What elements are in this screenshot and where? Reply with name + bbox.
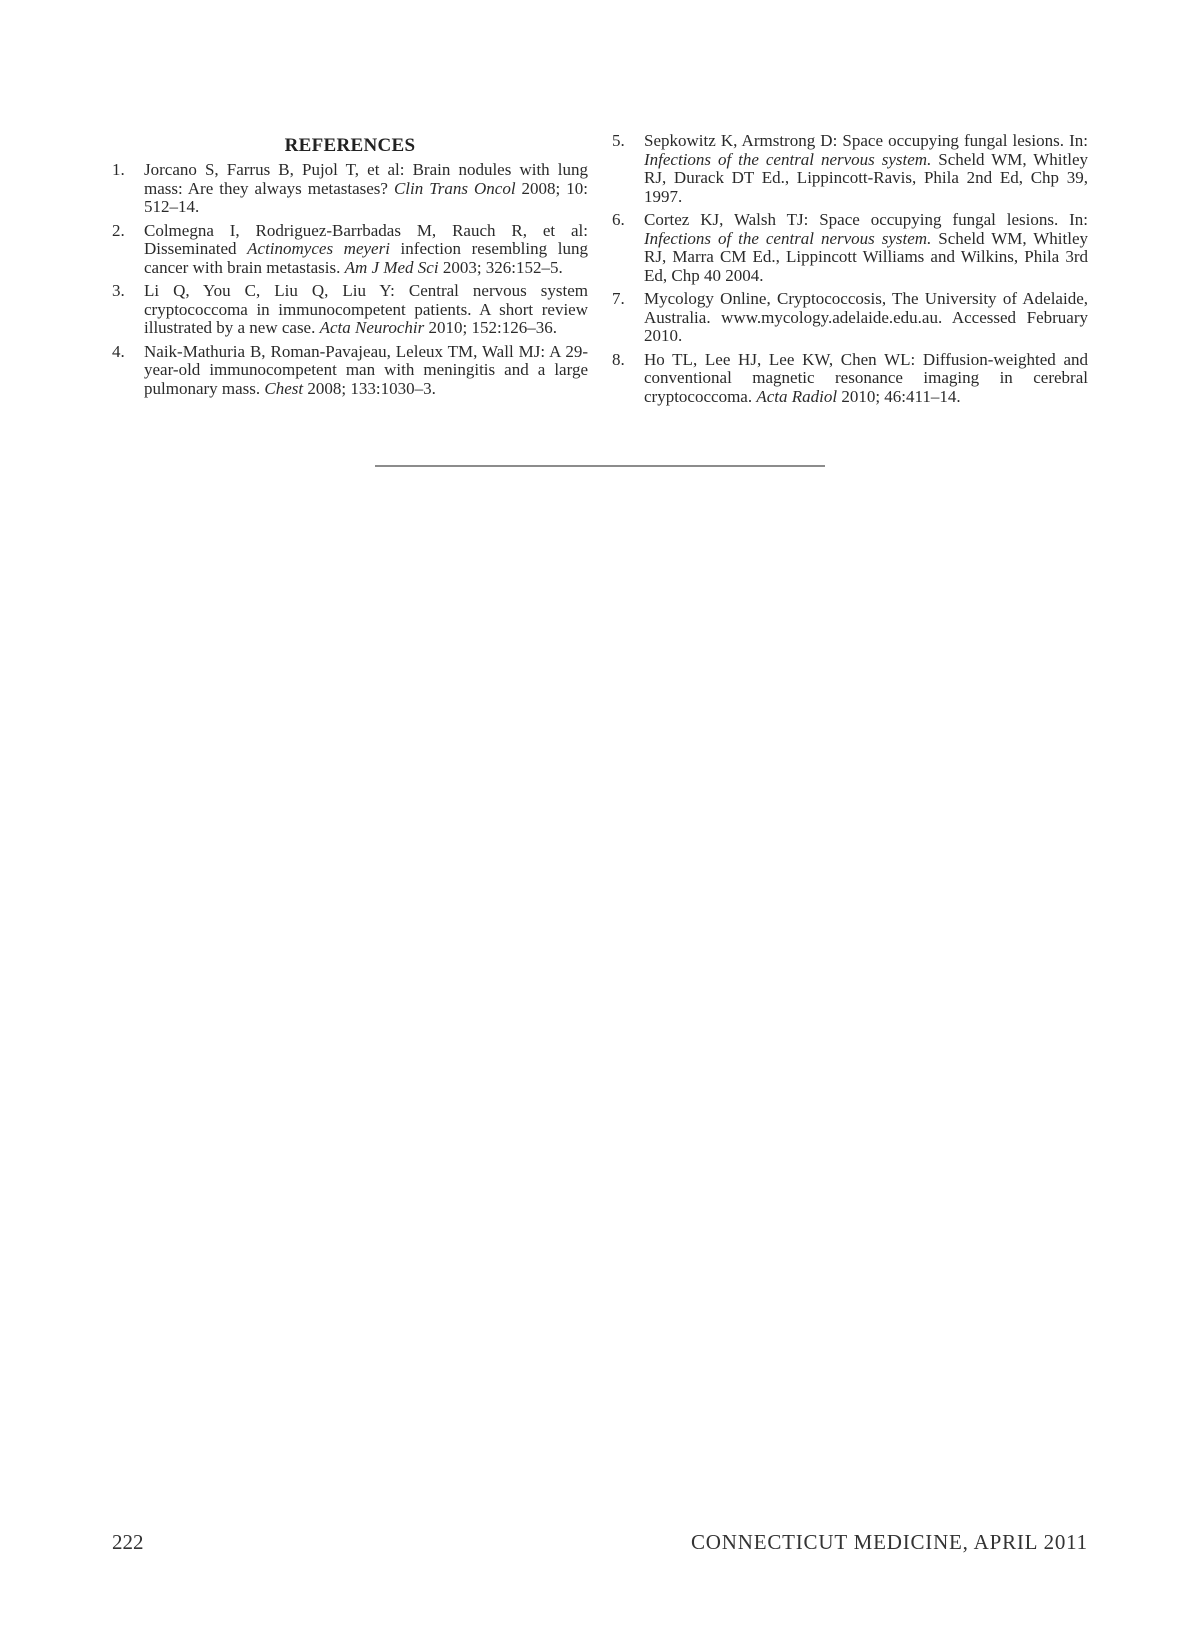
reference-title-italic: Infections of the central nervous system. <box>644 149 932 169</box>
journal-footer: CONNECTICUT MEDICINE, APRIL 2011 <box>691 1530 1088 1554</box>
reference-text <box>144 161 588 217</box>
reference-text-segment: 2010; 46:411–14. <box>837 386 961 406</box>
reference-text-segment: Li Q, You C, Liu Q, Liu Y: Central nervous system cryptococcoma in immunocompetent patients. A short review illustrated by a new case. <box>144 281 588 337</box>
reference-text-segment: 2008; 10: 512–14. <box>144 178 588 216</box>
reference-text-segment: Colmegna I, Rodriguez-Barrbadas M, Rauch R, et al: Disseminated <box>144 220 588 258</box>
page-number: 222 <box>112 1530 144 1554</box>
reference-text-segment: Scheld WM, Whitley RJ, Marra CM Ed., Lippincott Williams and Wilkins, Phila 3rd Ed, Chp 40 2004. <box>644 228 1089 285</box>
reference-item <box>112 161 588 217</box>
reference-number: 2. <box>112 220 125 240</box>
reference-title-italic: Actinomyces meyeri <box>247 239 390 258</box>
reference-number: 8. <box>612 349 625 369</box>
reference-title-italic: Infections of the central nervous system. <box>644 228 932 248</box>
reference-title-italic: Acta Radiol <box>756 386 838 406</box>
reference-text-segment: Cortez KJ, Walsh TJ: Space occupying fungal lesions. In: <box>644 210 1088 229</box>
reference-number: 3. <box>112 281 125 300</box>
reference-item <box>612 351 1088 407</box>
reference-text <box>144 222 588 278</box>
reference-item <box>112 282 588 338</box>
left-column <box>112 132 588 411</box>
references-heading: REFERENCES <box>284 135 416 156</box>
reference-text-segment: 2008; 133:1030–3. <box>303 378 436 398</box>
reference-text-segment: Scheld WM, Whitley RJ, Durack DT Ed., Lippincott-Ravis, Phila 2nd Ed, Chp 39, 1997. <box>644 149 1089 206</box>
reference-text <box>644 132 1088 206</box>
reference-list-left <box>112 161 588 398</box>
reference-title-italic: Am J Med Sci <box>344 257 439 277</box>
reference-list-right <box>612 132 1088 406</box>
reference-title-italic: Acta Neurochir <box>319 318 425 337</box>
reference-number: 1. <box>112 160 125 179</box>
reference-text <box>144 343 588 399</box>
reference-number: 7. <box>612 289 625 308</box>
reference-text-segment: Ho TL, Lee HJ, Lee KW, Chen WL: Diffusion-weighted and conventional magnetic resonance imaging in cerebral cryptococcoma. <box>644 349 1088 406</box>
right-column <box>612 132 1088 411</box>
reference-title-italic: Chest <box>264 378 304 398</box>
reference-text-segment: Sepkowitz K, Armstrong D: Space occupying fungal lesions. In: <box>644 131 1088 150</box>
reference-text <box>644 211 1088 285</box>
reference-item <box>112 343 588 399</box>
reference-item <box>612 132 1088 206</box>
reference-text <box>644 351 1088 407</box>
reference-title-italic: Clin Trans Oncol <box>393 178 516 198</box>
reference-text-segment: 2010; 152:126–36. <box>424 318 557 337</box>
reference-number: 6. <box>612 210 625 229</box>
reference-text-segment: infection resembling lung cancer with brain metastasis. <box>144 239 588 277</box>
reference-item <box>112 222 588 278</box>
reference-text-segment: 2003; 326:152–5. <box>438 257 563 277</box>
reference-text-segment: Naik-Mathuria B, Roman-Pavajeau, Leleux TM, Wall MJ: A 29-year-old immunocompetent man with meningitis and a large pulmonary mass. <box>144 341 588 398</box>
reference-text <box>644 290 1088 346</box>
reference-number: 4. <box>112 341 125 361</box>
reference-text-segment: Mycology Online, Cryptococcosis, The University of Adelaide, Australia. www.mycology.adelaide.edu.au. Accessed February 2010. <box>644 289 1088 345</box>
reference-text <box>144 282 588 338</box>
reference-item <box>612 290 1088 346</box>
reference-number: 5. <box>612 131 625 150</box>
reference-item <box>612 211 1088 285</box>
references-section <box>112 132 1088 411</box>
section-divider <box>375 465 825 467</box>
reference-text-segment: Jorcano S, Farrus B, Pujol T, et al: Brain nodules with lung mass: Are they always metastases? <box>144 160 588 198</box>
